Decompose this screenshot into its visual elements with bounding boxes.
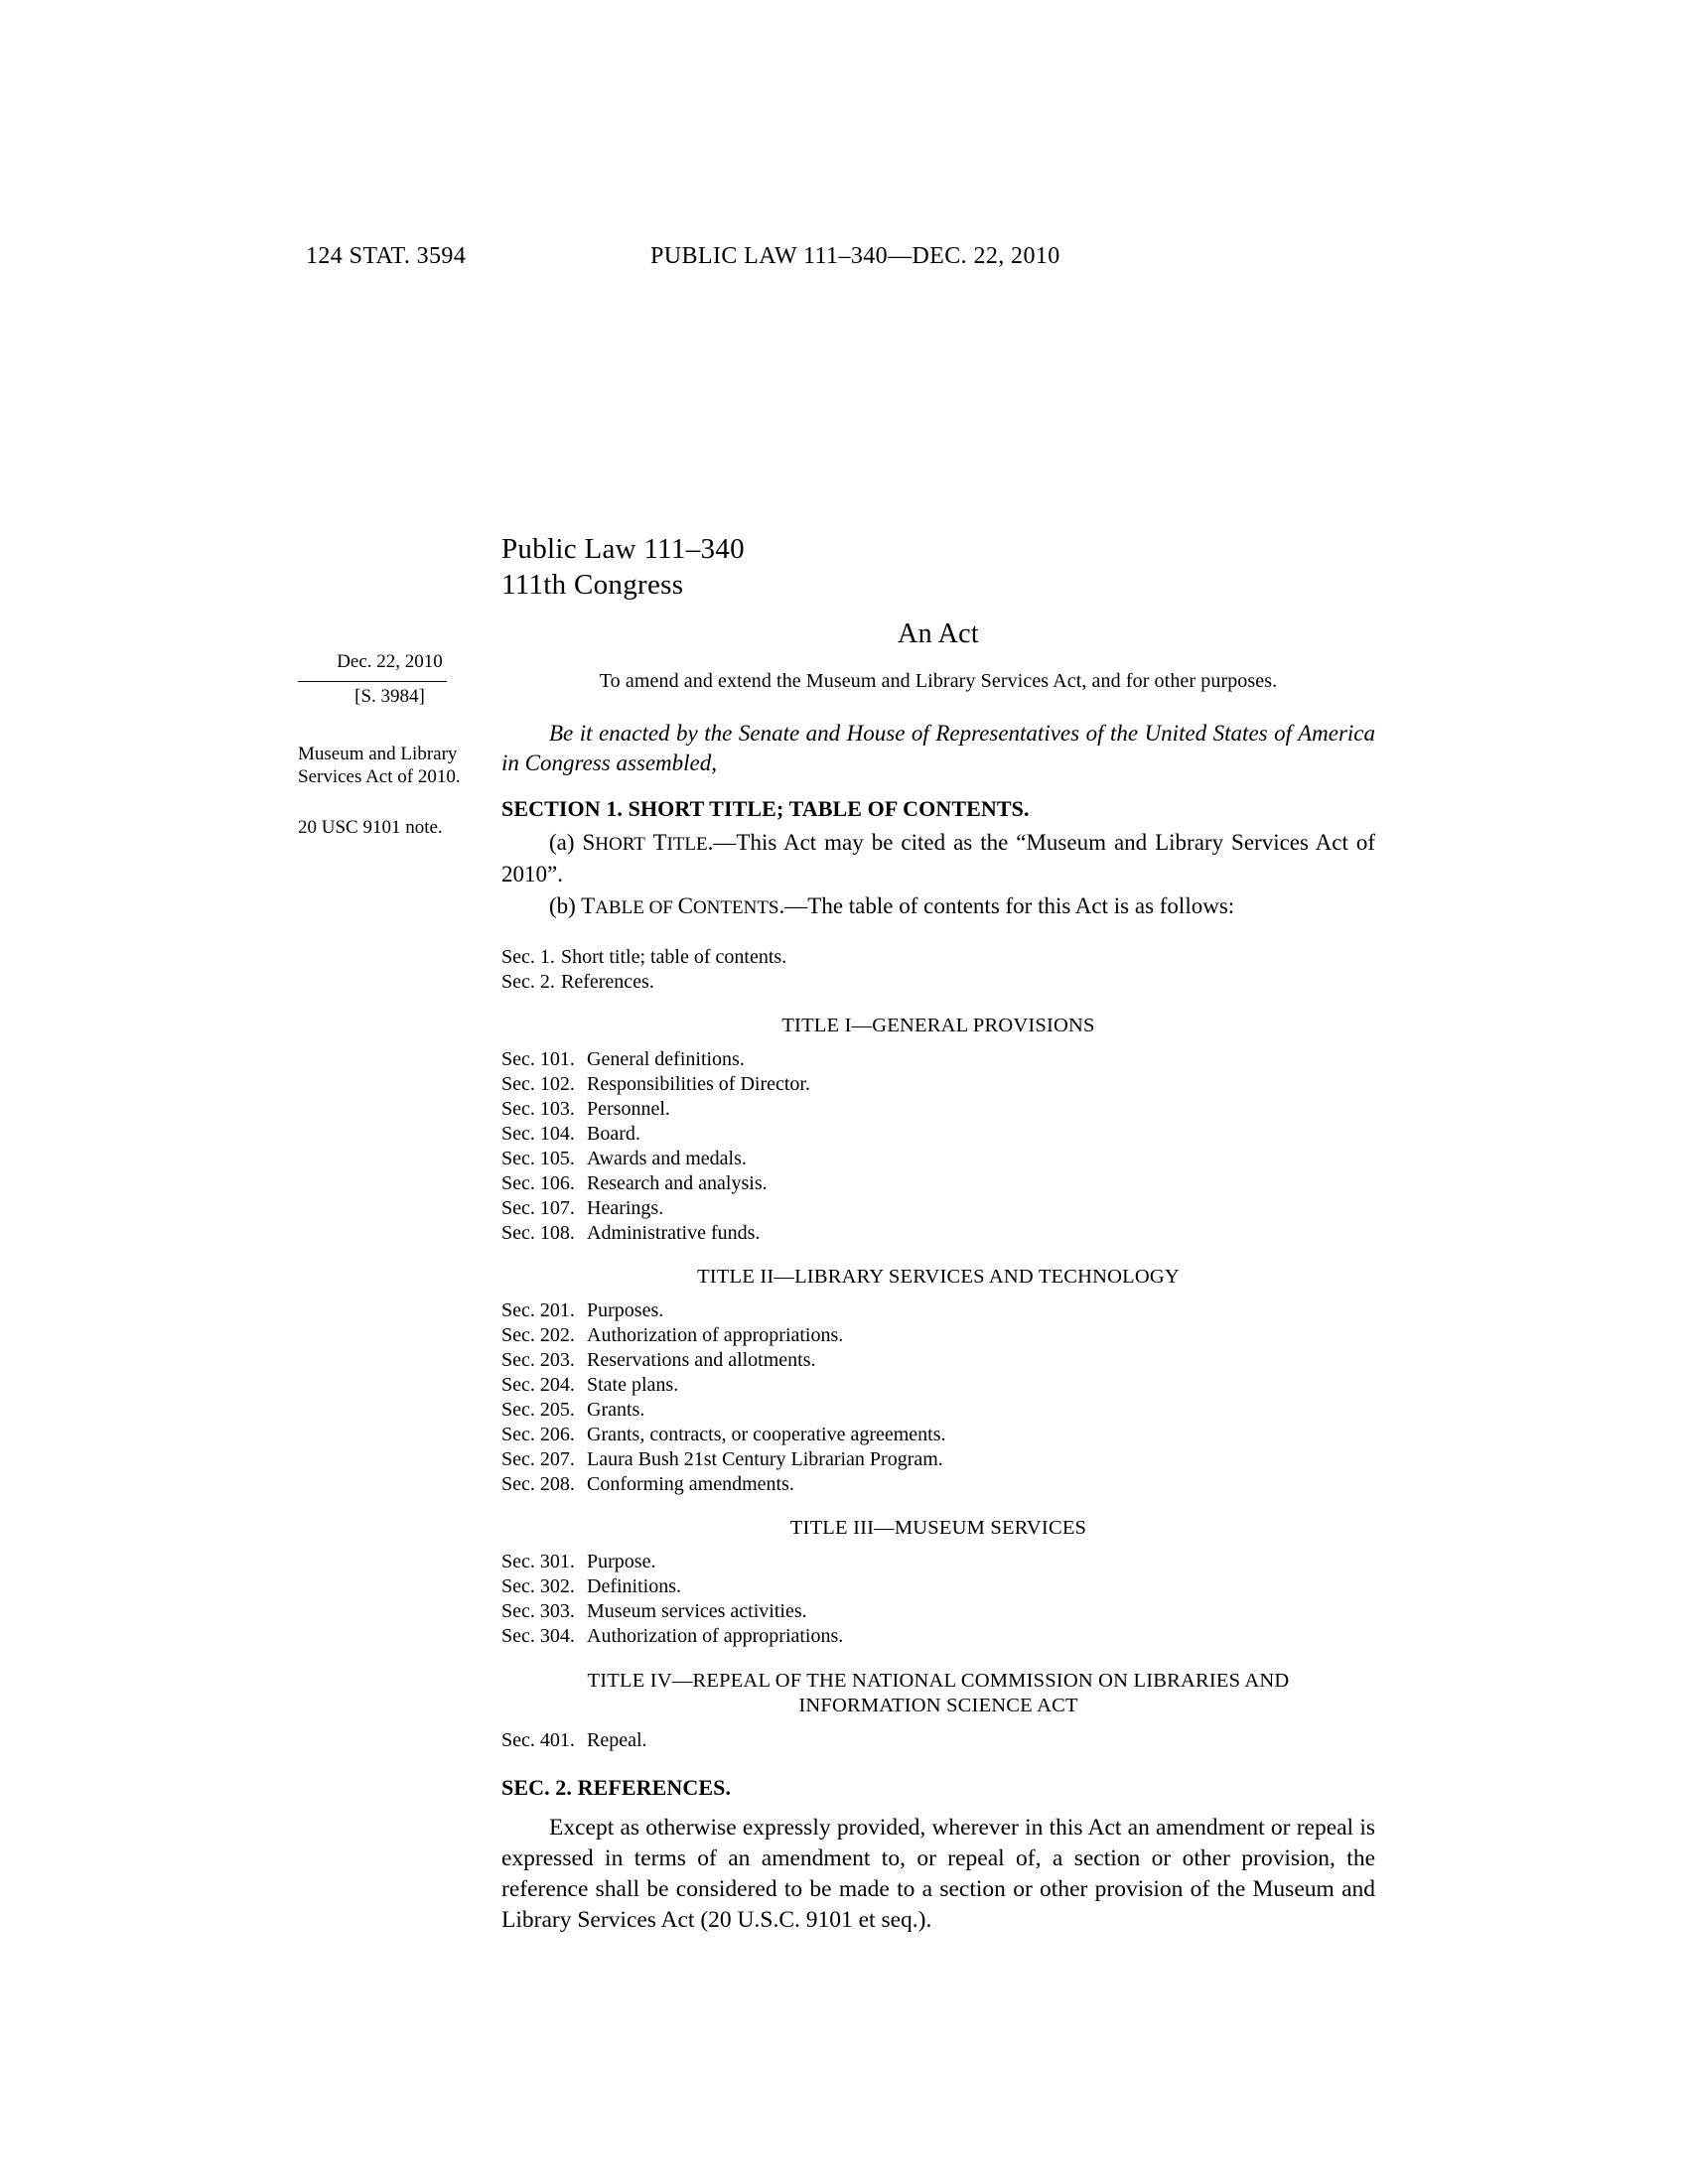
toc-title-heading-4-line2: INFORMATION SCIENCE ACT bbox=[798, 1695, 1078, 1716]
subsec-a-text: .—This Act may be cited as the “Museum and Library Services Act of 2010”. bbox=[501, 830, 1375, 887]
toc-entry-number: Sec. 203. bbox=[501, 1349, 575, 1371]
an-act-heading: An Act bbox=[898, 618, 979, 649]
subsec-b-label-sc: ABLE bbox=[595, 897, 644, 918]
toc-entry-number: Sec. 101. bbox=[501, 1048, 575, 1070]
sidenote-usc-note: 20 USC 9101 note. bbox=[298, 817, 443, 838]
toc-entry-title: Administrative funds. bbox=[587, 1222, 761, 1244]
toc-entry-title: Repeal. bbox=[587, 1729, 647, 1751]
congress-title: 111th Congress bbox=[501, 569, 684, 601]
toc-entry-number: Sec. 302. bbox=[501, 1575, 575, 1597]
toc-entry-number: Sec. 108. bbox=[501, 1222, 575, 1244]
toc-entry-title: Purposes. bbox=[587, 1299, 664, 1321]
toc-entry-title: Purpose. bbox=[587, 1551, 656, 1572]
toc-entry-number: Sec. 207. bbox=[501, 1448, 575, 1470]
toc-entry-number: Sec. 304. bbox=[501, 1625, 575, 1647]
sidenote-rule bbox=[298, 681, 447, 682]
toc-title-heading-3: TITLE III—MUSEUM SERVICES bbox=[789, 1517, 1087, 1539]
subsec-b-label3-sc: ONTENTS bbox=[692, 897, 779, 918]
toc-entry-title: Responsibilities of Director. bbox=[587, 1073, 810, 1095]
toc-entry-number: Sec. 205. bbox=[501, 1399, 575, 1421]
toc-entry-title: Conforming amendments. bbox=[587, 1473, 794, 1495]
toc-entry bbox=[501, 1171, 1375, 1196]
toc-entry-number: Sec. 106. bbox=[501, 1172, 575, 1194]
toc-entry-number: Sec. 401. bbox=[501, 1729, 575, 1751]
toc-title-heading-4 bbox=[501, 1669, 1375, 1718]
toc-title-heading-4-line1: TITLE IV—REPEAL OF THE NATIONAL COMMISSION ON LIBRARIES AND bbox=[587, 1670, 1290, 1692]
subsec-a-label2: T bbox=[644, 830, 667, 855]
toc-entry bbox=[501, 1624, 1375, 1649]
toc-entry-title: General definitions. bbox=[587, 1048, 745, 1070]
enacting-clause-text: Be it enacted by the Senate and House of Representatives of the United States of America in Congress assembled, bbox=[501, 721, 1375, 775]
section-2-heading: SEC. 2. REFERENCES. bbox=[501, 1775, 732, 1800]
toc-entry-number: Sec. 103. bbox=[501, 1098, 575, 1120]
toc-title-heading-1: TITLE I—GENERAL PROVISIONS bbox=[781, 1015, 1095, 1036]
toc-entry-title: Reservations and allotments. bbox=[587, 1349, 816, 1371]
toc-entry-number: Sec. 201. bbox=[501, 1299, 575, 1321]
sidenote-date: Dec. 22, 2010 bbox=[337, 651, 443, 672]
subsec-b-text: .—The table of contents for this Act is as follows: bbox=[778, 893, 1235, 918]
toc-entry-title: Museum services activities. bbox=[587, 1600, 807, 1622]
toc-entry bbox=[501, 1323, 1375, 1348]
toc-entry-title: Grants, contracts, or cooperative agreements. bbox=[587, 1424, 946, 1445]
section-1-heading: SECTION 1. SHORT TITLE; TABLE OF CONTENTS. bbox=[501, 796, 1030, 821]
public-law-title: Public Law 111–340 bbox=[501, 533, 745, 565]
toc-entry-number: Sec. 2. bbox=[501, 971, 555, 993]
subsec-a-label: (a) S bbox=[549, 830, 596, 855]
stat-citation: 124 STAT. 3594 bbox=[306, 243, 467, 269]
toc-entry bbox=[501, 1097, 1375, 1122]
toc-entry-number: Sec. 208. bbox=[501, 1473, 575, 1495]
toc-entry bbox=[501, 1423, 1375, 1447]
subsec-a-label2-sc: ITLE bbox=[666, 834, 708, 855]
toc-entry bbox=[501, 1447, 1375, 1472]
toc-entry bbox=[501, 1550, 1375, 1574]
subsec-b-label: (b) T bbox=[549, 893, 596, 918]
toc-entry-number: Sec. 102. bbox=[501, 1073, 575, 1095]
toc-entry-number: Sec. 301. bbox=[501, 1551, 575, 1572]
toc-entry-number: Sec. 202. bbox=[501, 1324, 575, 1346]
toc-entry bbox=[501, 1047, 1375, 1072]
toc-entry-title: Awards and medals. bbox=[587, 1148, 747, 1169]
toc-entry bbox=[501, 1221, 1375, 1246]
toc-entry bbox=[501, 1373, 1375, 1398]
toc-entry-number: Sec. 1. bbox=[501, 946, 555, 968]
toc-front-block bbox=[501, 945, 1375, 995]
toc-entry bbox=[501, 1472, 1375, 1497]
toc-entry bbox=[501, 1574, 1375, 1599]
sidenote-short-title: Museum and Library Services Act of 2010. bbox=[298, 744, 461, 787]
toc-entry-title: State plans. bbox=[587, 1374, 679, 1396]
toc-entry-title: Short title; table of contents. bbox=[561, 946, 787, 968]
toc-entry-number: Sec. 303. bbox=[501, 1600, 575, 1622]
toc-entry-title: Laura Bush 21st Century Librarian Program. bbox=[587, 1448, 943, 1470]
toc-block-title-3 bbox=[501, 1550, 1375, 1649]
section-1a-paragraph bbox=[501, 828, 1375, 889]
toc-entry-number: Sec. 105. bbox=[501, 1148, 575, 1169]
toc-entry-title: Board. bbox=[587, 1123, 640, 1145]
toc-title-heading-2: TITLE II—LIBRARY SERVICES AND TECHNOLOGY bbox=[697, 1266, 1180, 1288]
toc-entry-title: References. bbox=[561, 971, 654, 993]
enacting-clause bbox=[501, 719, 1375, 778]
act-purpose-line: To amend and extend the Museum and Library Services Act, and for other purposes. bbox=[599, 670, 1278, 692]
sidenote-bill-number: [S. 3984] bbox=[354, 686, 425, 707]
toc-entry bbox=[501, 1196, 1375, 1221]
toc-entry bbox=[501, 1298, 1375, 1323]
toc-entry-title: Research and analysis. bbox=[587, 1172, 768, 1194]
toc-entry bbox=[501, 1599, 1375, 1624]
toc-entry bbox=[501, 945, 1375, 970]
toc-entry-number: Sec. 107. bbox=[501, 1197, 575, 1219]
toc-entry-title: Authorization of appropriations. bbox=[587, 1625, 844, 1647]
toc-entry-title: Hearings. bbox=[587, 1197, 664, 1219]
section-2-body-text: Except as otherwise expressly provided, wherever in this Act an amendment or repeal is expressed in terms of an amendment to, or repeal of, a section or other provision, the reference shall be considered to be made to a section or other provision of the Museum and Library Services Act (20 U.S.C. 9101 et seq.). bbox=[501, 1815, 1375, 1933]
toc-entry-title: Definitions. bbox=[587, 1575, 681, 1597]
toc-entry bbox=[501, 970, 1375, 995]
section-2-body bbox=[501, 1813, 1375, 1936]
toc-block-title-2 bbox=[501, 1298, 1375, 1497]
public-law-citation: PUBLIC LAW 111–340—DEC. 22, 2010 bbox=[650, 243, 1060, 269]
section-1b-paragraph bbox=[501, 891, 1375, 923]
toc-entry bbox=[501, 1398, 1375, 1423]
toc-entry-number: Sec. 204. bbox=[501, 1374, 575, 1396]
toc-entry-title: Personnel. bbox=[587, 1098, 670, 1120]
toc-block-title-1 bbox=[501, 1047, 1375, 1246]
subsec-b-label3: C bbox=[677, 893, 693, 918]
table-of-contents bbox=[501, 945, 1375, 1753]
toc-entry bbox=[501, 1728, 1375, 1753]
toc-entry-number: Sec. 206. bbox=[501, 1424, 575, 1445]
toc-entry-title: Grants. bbox=[587, 1399, 645, 1421]
toc-entry bbox=[501, 1147, 1375, 1171]
toc-entry-title: Authorization of appropriations. bbox=[587, 1324, 844, 1346]
toc-entry bbox=[501, 1122, 1375, 1147]
toc-entry bbox=[501, 1072, 1375, 1097]
subsec-a-label-sc: HORT bbox=[595, 834, 645, 855]
toc-entry bbox=[501, 1348, 1375, 1373]
toc-entry-number: Sec. 104. bbox=[501, 1123, 575, 1145]
subsec-b-label-of: OF bbox=[643, 897, 678, 918]
toc-block-title-4 bbox=[501, 1728, 1375, 1753]
main-column bbox=[501, 531, 1375, 1936]
